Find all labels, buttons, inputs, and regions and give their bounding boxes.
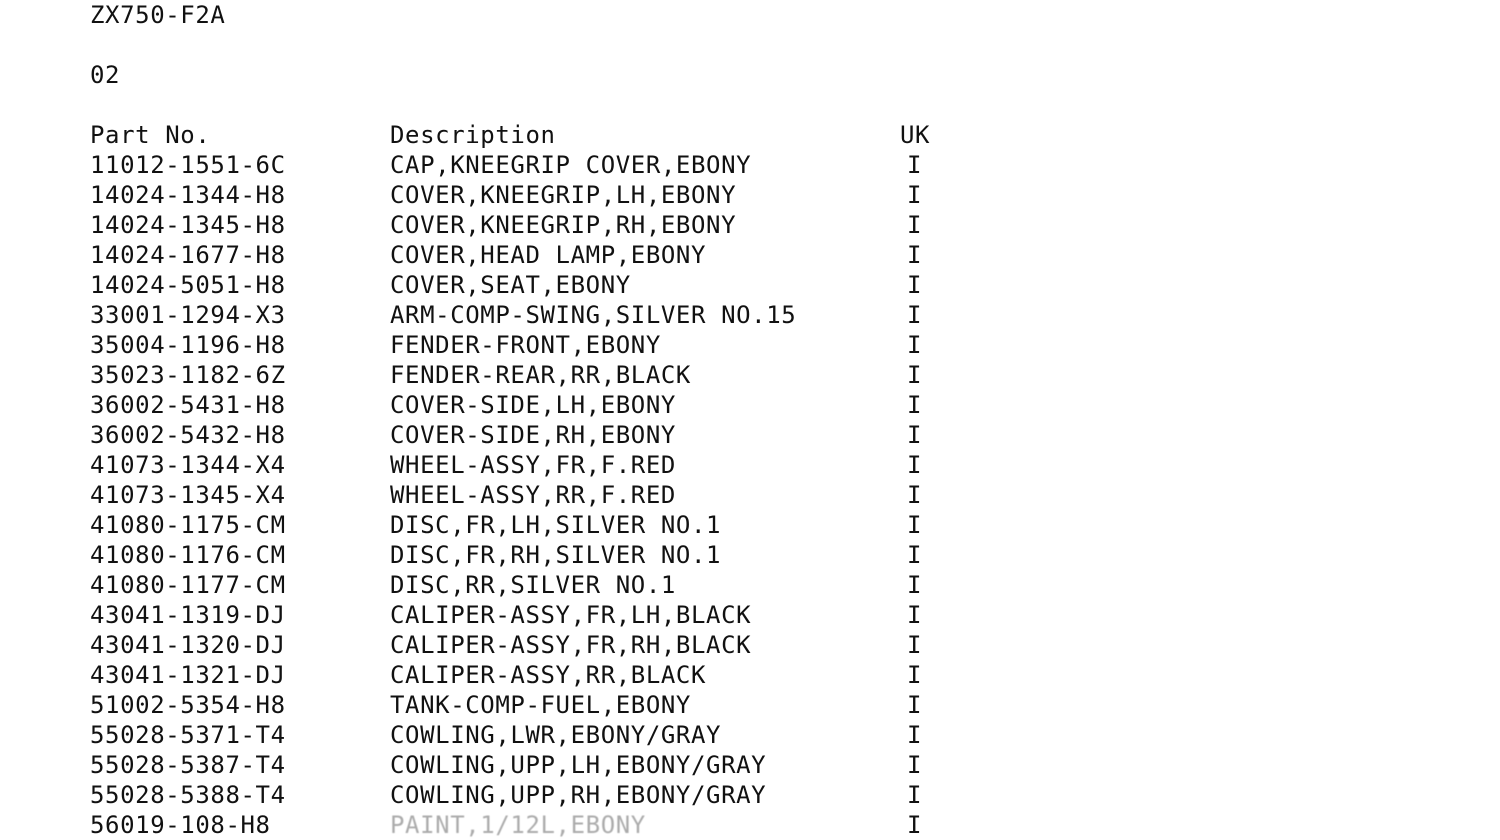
part-number-cell: 14024-1344-H8 [90,181,286,209]
part-number-cell: 43041-1321-DJ [90,661,286,689]
table-row [90,240,990,270]
description-cell: DISC,RR,SILVER NO.1 [390,571,676,599]
table-row [90,180,990,210]
part-number-cell: 41080-1177-CM [90,571,286,599]
description-cell: CALIPER-ASSY,RR,BLACK [390,661,707,689]
part-number-cell: 41073-1345-X4 [90,481,286,509]
table-row [90,720,990,750]
description-cell: CALIPER-ASSY,FR,RH,BLACK [390,631,752,659]
uk-code-cell: I [907,511,923,539]
table-row [90,480,990,510]
table-row [90,780,990,810]
uk-code-cell: I [907,271,923,299]
description-cell: COVER-SIDE,LH,EBONY [390,391,676,419]
uk-code-cell: I [907,301,923,329]
table-row [90,630,990,660]
part-number-cell: 55028-5388-T4 [90,781,286,809]
part-number-cell: 41080-1176-CM [90,541,286,569]
uk-code-cell: I [907,691,923,719]
uk-code-cell: I [907,391,923,419]
description-cell: CAP,KNEEGRIP COVER,EBONY [390,151,752,179]
description-cell: COWLING,UPP,LH,EBONY/GRAY [390,751,767,779]
part-number-cell: 41073-1344-X4 [90,451,286,479]
part-number-cell: 51002-5354-H8 [90,691,286,719]
table-row [90,510,990,540]
table-row [90,540,990,570]
table-row [90,150,990,180]
uk-code-cell: I [907,661,923,689]
table-row [90,810,990,840]
description-cell: PAINT,1/12L,EBONY [390,811,646,839]
section-code: 02 [90,61,121,89]
table-row [90,750,990,780]
part-number-cell: 14024-1345-H8 [90,211,286,239]
part-number-cell: 41080-1175-CM [90,511,286,539]
description-cell: TANK-COMP-FUEL,EBONY [390,691,691,719]
part-number-cell: 36002-5432-H8 [90,421,286,449]
part-number-cell: 55028-5387-T4 [90,751,286,779]
table-row [90,690,990,720]
part-number-cell: 36002-5431-H8 [90,391,286,419]
description-cell: COVER,HEAD LAMP,EBONY [390,241,707,269]
part-number-cell: 43041-1319-DJ [90,601,286,629]
uk-code-cell: I [907,541,923,569]
table-row [90,300,990,330]
description-cell: COVER,KNEEGRIP,RH,EBONY [390,211,737,239]
part-number-cell: 35023-1182-6Z [90,361,286,389]
description-cell: WHEEL-ASSY,RR,F.RED [390,481,676,509]
uk-code-cell: I [907,751,923,779]
table-row [90,360,990,390]
description-cell: FENDER-FRONT,EBONY [390,331,661,359]
column-header-part-no: Part No. [90,121,211,149]
uk-code-cell: I [907,211,923,239]
table-row [90,330,990,360]
description-cell: COVER,SEAT,EBONY [390,271,631,299]
uk-code-cell: I [907,631,923,659]
description-cell: ARM-COMP-SWING,SILVER NO.15 [390,301,797,329]
uk-code-cell: I [907,601,923,629]
part-number-cell: 56019-108-H8 [90,811,271,839]
description-cell: FENDER-REAR,RR,BLACK [390,361,691,389]
table-row [90,210,990,240]
table-row [90,570,990,600]
description-cell: DISC,FR,LH,SILVER NO.1 [390,511,722,539]
uk-code-cell: I [907,721,923,749]
table-row [90,420,990,450]
uk-code-cell: I [907,811,923,839]
uk-code-cell: I [907,781,923,809]
description-cell: COVER-SIDE,RH,EBONY [390,421,676,449]
uk-code-cell: I [907,241,923,269]
part-number-cell: 14024-1677-H8 [90,241,286,269]
part-number-cell: 14024-5051-H8 [90,271,286,299]
table-row [90,270,990,300]
table-header-row [90,120,990,150]
parts-table [90,120,990,840]
description-cell: COWLING,LWR,EBONY/GRAY [390,721,722,749]
uk-code-cell: I [907,181,923,209]
part-number-cell: 11012-1551-6C [90,151,286,179]
uk-code-cell: I [907,571,923,599]
table-body [90,150,990,840]
table-row [90,600,990,630]
description-cell: DISC,FR,RH,SILVER NO.1 [390,541,722,569]
description-cell: COWLING,UPP,RH,EBONY/GRAY [390,781,767,809]
column-header-description: Description [390,121,556,149]
column-header-uk: UK [900,121,931,149]
table-row [90,390,990,420]
model-code: ZX750-F2A [90,1,226,29]
uk-code-cell: I [907,481,923,509]
uk-code-cell: I [907,361,923,389]
uk-code-cell: I [907,151,923,179]
table-row [90,450,990,480]
part-number-cell: 43041-1320-DJ [90,631,286,659]
table-row [90,660,990,690]
uk-code-cell: I [907,451,923,479]
uk-code-cell: I [907,331,923,359]
part-number-cell: 33001-1294-X3 [90,301,286,329]
part-number-cell: 55028-5371-T4 [90,721,286,749]
description-cell: WHEEL-ASSY,FR,F.RED [390,451,676,479]
description-cell: COVER,KNEEGRIP,LH,EBONY [390,181,737,209]
description-cell: CALIPER-ASSY,FR,LH,BLACK [390,601,752,629]
part-number-cell: 35004-1196-H8 [90,331,286,359]
uk-code-cell: I [907,421,923,449]
